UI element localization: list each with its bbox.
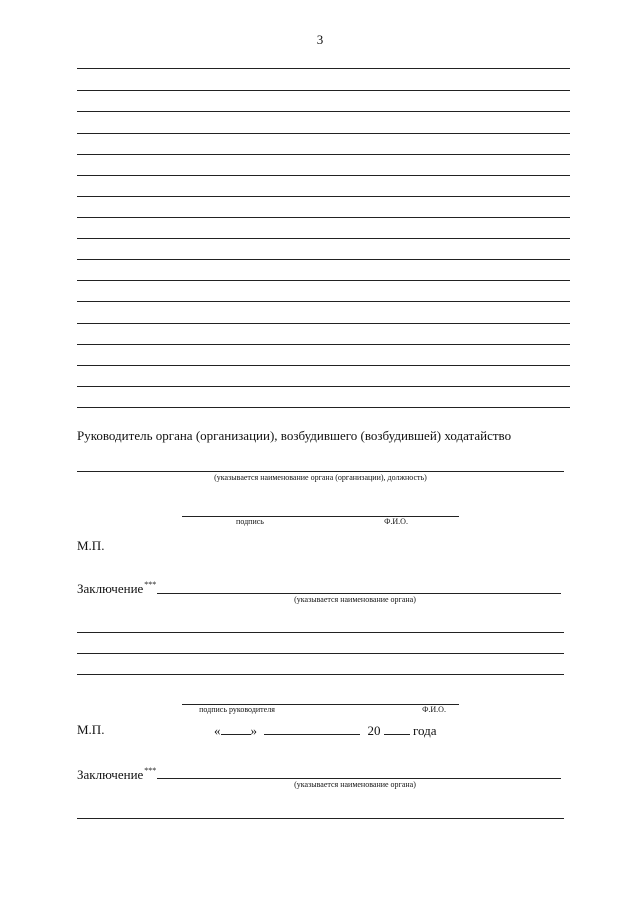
conclusion-label-text: Заключение bbox=[77, 581, 144, 596]
org-position-caption: (указывается наименование органа (организации), должность) bbox=[214, 473, 427, 482]
conclusion-label-text-2: Заключение bbox=[77, 767, 144, 782]
date-year-field[interactable] bbox=[384, 722, 410, 735]
conclusion-text-line[interactable] bbox=[77, 674, 564, 675]
conclusion-org-field-2[interactable] bbox=[157, 778, 561, 779]
head-signature-caption: подпись руководителя bbox=[199, 705, 275, 714]
conclusion-text-line[interactable] bbox=[77, 632, 564, 633]
conclusion-text-line[interactable] bbox=[77, 653, 564, 654]
blank-line bbox=[77, 301, 570, 302]
stamp-label: М.П. bbox=[77, 538, 105, 553]
conclusion-label-2 bbox=[77, 766, 156, 783]
conclusion-marker-2: *** bbox=[144, 766, 157, 775]
org-name-caption-2: (указывается наименование органа) bbox=[294, 780, 416, 789]
conclusion-org-field[interactable] bbox=[157, 593, 561, 594]
date-day-field[interactable] bbox=[221, 722, 251, 735]
blank-line bbox=[77, 407, 570, 408]
date-year-prefix: 20 bbox=[367, 723, 381, 738]
signature-caption: подпись bbox=[236, 517, 264, 526]
org-position-field[interactable] bbox=[77, 471, 564, 472]
fio-caption: Ф.И.О. bbox=[384, 517, 408, 526]
blank-line bbox=[77, 259, 570, 260]
blank-line bbox=[77, 175, 570, 176]
page-number: 3 bbox=[316, 32, 324, 47]
org-name-caption: (указывается наименование органа) bbox=[294, 595, 416, 604]
date-year-suffix: года bbox=[413, 723, 437, 738]
conclusion-label bbox=[77, 580, 156, 597]
date-line bbox=[214, 722, 437, 739]
date-open-quote: « bbox=[214, 723, 221, 738]
date-month-field[interactable] bbox=[264, 722, 360, 735]
blank-line bbox=[77, 280, 570, 281]
blank-line bbox=[77, 323, 570, 324]
blank-line bbox=[77, 196, 570, 197]
blank-line bbox=[77, 386, 570, 387]
blank-line bbox=[77, 217, 570, 218]
blank-line bbox=[77, 365, 570, 366]
stamp-label-2: М.П. bbox=[77, 722, 105, 737]
blank-line bbox=[77, 68, 570, 69]
blank-line bbox=[77, 90, 570, 91]
blank-line bbox=[77, 133, 570, 134]
blank-line bbox=[77, 154, 570, 155]
blank-line bbox=[77, 238, 570, 239]
blank-line bbox=[77, 344, 570, 345]
blank-line bbox=[77, 111, 570, 112]
conclusion-marker: *** bbox=[144, 580, 157, 589]
conclusion-text-line-2[interactable] bbox=[77, 818, 564, 819]
fio-caption-2: Ф.И.О. bbox=[422, 705, 446, 714]
date-close-quote: » bbox=[250, 723, 257, 738]
head-heading: Руководитель органа (организации), возбудившего (возбудившей) ходатайство bbox=[77, 428, 512, 443]
